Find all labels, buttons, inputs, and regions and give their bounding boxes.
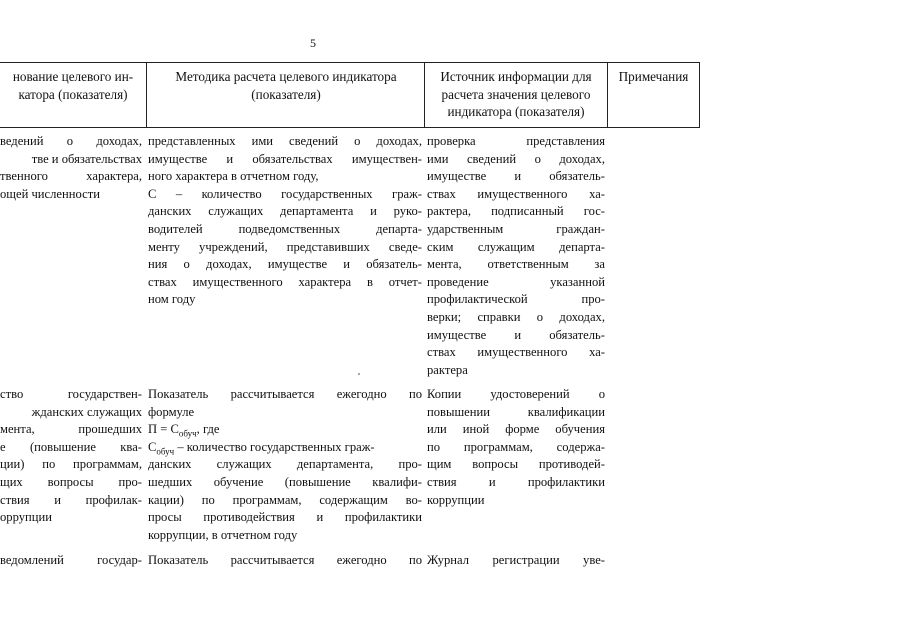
page-number: 5 (310, 36, 316, 50)
row2-indicator-cell: ство государствен- жданских служащих мента, прошедших е (повышение ква- ции) по программам, щих вопросы про- ствия и профилак- оррупции (0, 387, 142, 525)
row2-source-cell: Копии удостоверений о повышении квалификации или иной форме обучения по программам, содержа- щим вопросы противодей- ствия и профилактики коррупции (427, 387, 605, 507)
row1-method-cell: представленных ими сведений о доходах, имуществе и обязательствах имуществен- ного характера в отчетном году, С – количество государственных граж- данских служащих департамента и руко- водителей подведомственных департа- менту учреждений, представивших сведе- ния о доходах, имуществе и обязатель- ствах имущественного характера в отчет- ном году (148, 134, 422, 307)
header-bottom-rule (0, 127, 700, 128)
row3-method-cell: Показатель рассчитывается ежегодно по (148, 553, 422, 567)
row3-indicator-cell: ведомлений государ- (0, 553, 142, 567)
col-divider-1 (146, 62, 147, 128)
row1-indicator-cell: ведений о доходах, тве и обязательствах твенного характера, ощей численности (0, 134, 142, 201)
col-divider-4 (699, 62, 700, 128)
formula-line: $П = С_{обуч}$, где (148, 422, 220, 439)
formula-definition: $С_{обуч}$ – количество государственных граж- (148, 439, 375, 457)
row3-source-cell: Журнал регистрации уве- (427, 553, 605, 567)
col-divider-2 (424, 62, 425, 128)
scan-speck (358, 373, 360, 375)
header-information-source: Источник информации для расчета значения целевого индикатора (показателя) (440, 69, 592, 120)
table-top-rule (0, 62, 700, 63)
header-calculation-method: Методика расчета целевого индикатора (показателя) (175, 69, 397, 102)
row1-source-cell: проверка представления ими сведений о доходах, имуществе и обязатель- ствах имущественного ха- рактера, подписанный гос- ударственным граждан- ским служащим департа- мента, ответственным за проведение указанной профилактической про- верки; справки о доходах, имуществе и обязатель- ствах имущественного ха- рактера (427, 134, 605, 377)
header-indicator-name: нование целевого ин- катора (показателя) (12, 69, 134, 102)
header-notes: Примечания (618, 69, 689, 84)
row2-method-cell: Показатель рассчитывается ежегодно по формуле $П = С_{обуч}$, где $С_{обуч}$ – количество государственных граж- данских служащих департамента, про- шедших обучение (повышение квалифи- кации) по программам, содержащим во- просы противодействия и профилактики коррупции, в отчетном году (148, 387, 422, 542)
